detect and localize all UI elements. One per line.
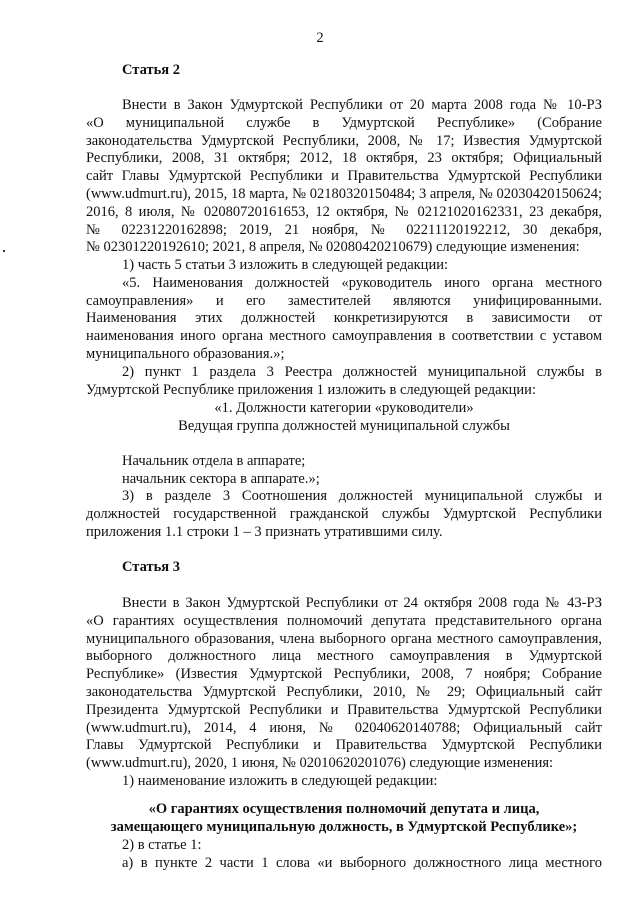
- text-line: начальник сектора в аппарате.»;: [122, 470, 320, 487]
- text-line: Республике» (Известия Удмуртской Республики, 2008, 7 ноября; Собрание: [86, 666, 602, 683]
- text-line: 1) часть 5 статьи 3 изложить в следующей редакции:: [122, 257, 448, 273]
- text-line: «5. Наименования должностей «руководитель иного органа местного: [122, 274, 602, 291]
- registry-title: [86, 400, 602, 436]
- article-2-item-2: [86, 364, 602, 400]
- article-3-item-2: [86, 837, 602, 873]
- article-2-intro: [86, 97, 602, 257]
- text-line: «О гарантиях осуществления полномочий депутата представительного органа: [86, 612, 602, 629]
- text-line: должностей государственной гражданской службы Удмуртской Республики: [86, 505, 602, 522]
- text-line: законодательства Удмуртской Республики, 2010, № 29; Официальный сайт: [86, 683, 602, 700]
- text-line: муниципального образования.»;: [86, 345, 285, 362]
- text-line: Внести в Закон Удмуртской Республики от 24 октября 2008 года № 43-РЗ: [122, 595, 602, 611]
- positions-list: [86, 453, 602, 489]
- article-2-item-1: [86, 257, 602, 364]
- text-line: № 02231220162898; 2019, 21 ноября, № 02211120192212, 30 декабря,: [86, 221, 602, 238]
- text-line: 2) в статье 1:: [122, 837, 202, 853]
- article-2-heading: Статья 2: [122, 62, 180, 78]
- text-line: самоуправления» и его заместителей являются унифицированными.: [86, 292, 602, 309]
- text-line: Главы Удмуртской Республики и Правительства Удмуртской Республики: [86, 737, 602, 754]
- text-line: Внести в Закон Удмуртской Республики от 20 марта 2008 года № 10-РЗ: [122, 97, 602, 113]
- text-line: (www.udmurt.ru), 2015, 18 марта, № 02180320150484; 3 апреля, № 02030420150624;: [86, 185, 602, 202]
- text-line: № 02301220192610; 2021, 8 апреля, № 02080420210679) следующие изменения:: [86, 239, 580, 256]
- text-line: наименования иного органа местного самоуправления в соответствии с уставом: [86, 328, 602, 345]
- text-line: (www.udmurt.ru), 2014, 4 июня, № 02040620140788; Официальный сайт: [86, 719, 602, 736]
- article-3-intro: [86, 595, 602, 773]
- text-line: приложения 1.1 строки 1 – 3 признать утратившими силу.: [86, 523, 443, 540]
- text-line: «О гарантиях осуществления полномочий депутата и лица,: [148, 801, 540, 817]
- page-number: 2: [316, 30, 324, 46]
- text-line: Начальник отдела в аппарате;: [122, 453, 306, 469]
- text-line: сайт Главы Удмуртской Республики и Правительства Удмуртской Республики: [86, 168, 602, 185]
- article-3-item-1: [86, 773, 602, 791]
- text-line: Наименования этих должностей конкретизируются в зависимости от: [86, 310, 602, 327]
- text-line: Удмуртской Республике приложения 1 изложить в следующей редакции:: [86, 381, 536, 398]
- text-line: Республики, 2008, 31 октября; 2012, 18 октября, 23 октября; Официальный: [86, 150, 602, 167]
- text-line: замещающего муниципальную должность, в Удмуртской Республике»;: [110, 818, 578, 835]
- text-line: «1. Должности категории «руководители»: [214, 400, 474, 416]
- text-line: Ведущая группа должностей муниципальной службы: [178, 417, 510, 434]
- scan-speck: [3, 250, 5, 252]
- text-line: 1) наименование изложить в следующей редакции:: [122, 773, 438, 789]
- new-law-title: [86, 801, 602, 837]
- article-2-item-3: [86, 488, 602, 541]
- text-line: выборного должностного лица местного самоуправления в Удмуртской: [86, 648, 602, 665]
- text-line: «О муниципальной службе в Удмуртской Республике» (Собрание: [86, 114, 602, 131]
- text-line: муниципального образования, члена выборного органа местного самоуправления,: [86, 630, 602, 647]
- text-line: (www.udmurt.ru), 2020, 1 июня, № 02010620201076) следующие изменения:: [86, 755, 554, 772]
- text-line: а) в пункте 2 части 1 слова «и выборного должностного лица местного: [122, 854, 602, 871]
- text-line: 2) пункт 1 раздела 3 Реестра должностей муниципальной службы в: [122, 364, 602, 380]
- text-line: 3) в разделе 3 Соотношения должностей муниципальной службы и: [122, 488, 602, 504]
- text-line: 2016, 8 июля, № 02080720161653, 12 октября, № 02121020162331, 23 декабря,: [86, 203, 602, 220]
- text-line: законодательства Удмуртской Республики, 2008, № 17; Известия Удмуртской: [86, 132, 602, 149]
- article-3-heading: Статья 3: [122, 559, 180, 575]
- text-line: Президента Удмуртской Республики и Правительства Удмуртской Республики: [86, 701, 602, 718]
